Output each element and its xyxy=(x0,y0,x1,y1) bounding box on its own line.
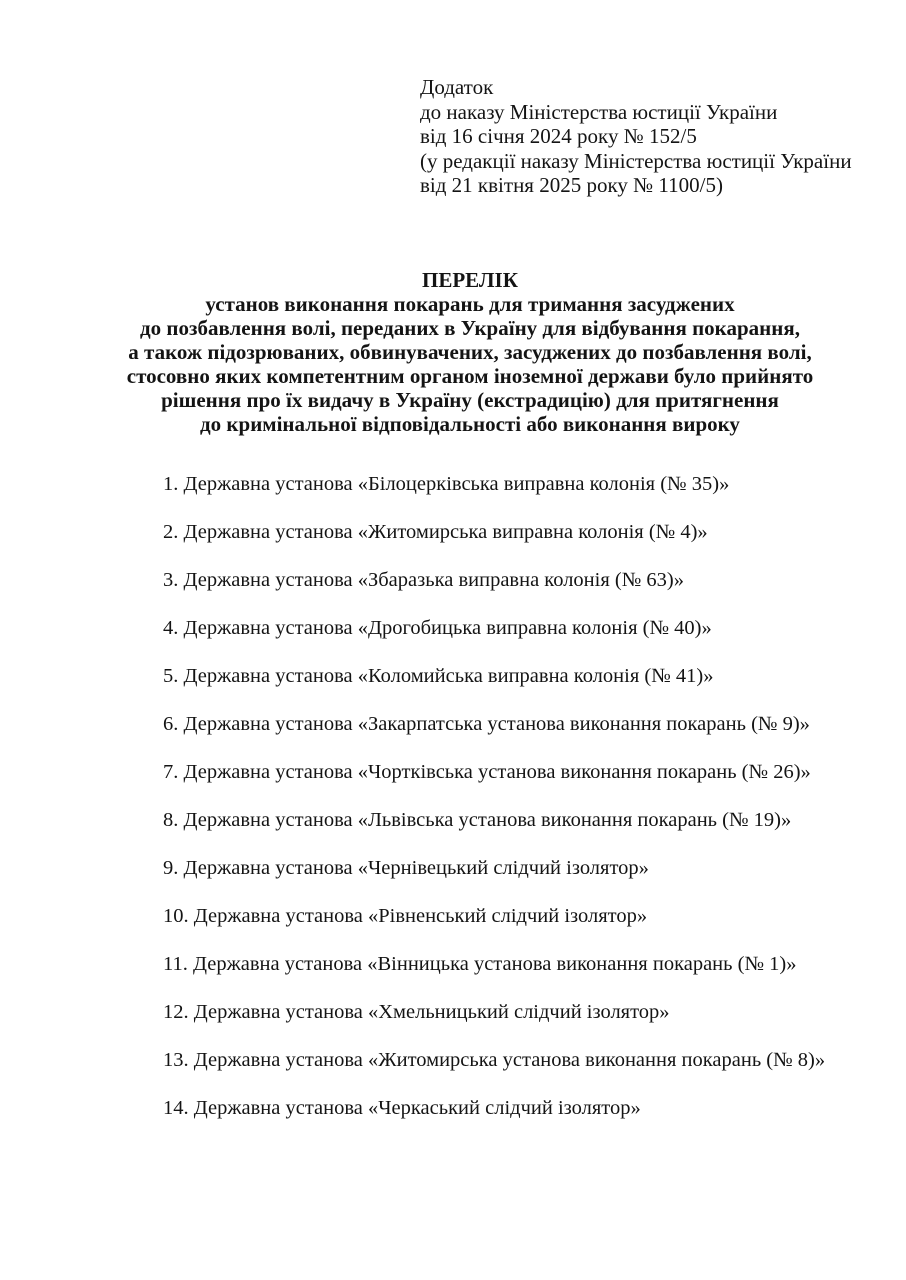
document-title-line: рішення про їх видачу в Україну (екстрадицію) для притягнення xyxy=(161,388,779,412)
institution-number: 5. xyxy=(163,665,179,687)
institution-number: 12. xyxy=(163,1001,189,1023)
institution-list-item xyxy=(163,520,893,544)
annex-header-line: до наказу Міністерства юстиції України xyxy=(420,99,778,124)
institution-list-item xyxy=(163,1048,893,1072)
institution-list-item xyxy=(163,760,893,784)
document-title-line: до кримінальної відповідальності або виконання вироку xyxy=(200,412,740,436)
institution-number: 6. xyxy=(163,713,179,735)
document-title-line: до позбавлення волі, переданих в Україну для відбування покарання, xyxy=(140,316,800,340)
document-title xyxy=(60,268,880,436)
annex-header xyxy=(420,75,906,198)
institution-list-item xyxy=(163,712,893,736)
institution-name: Державна установа «Збаразька виправна колонія (№ 63)» xyxy=(183,569,684,591)
institution-number: 14. xyxy=(163,1097,189,1119)
institution-name: Державна установа «Рівненський слідчий ізолятор» xyxy=(193,905,648,927)
institution-list-item xyxy=(163,664,893,688)
institution-number: 2. xyxy=(163,521,179,543)
institution-name: Державна установа «Житомирська установа виконання покарань (№ 8)» xyxy=(193,1049,826,1071)
institution-name: Державна установа «Львівська установа виконання покарань (№ 19)» xyxy=(183,809,792,831)
institution-number: 4. xyxy=(163,617,179,639)
institution-name: Державна установа «Вінницька установа виконання покарань (№ 1)» xyxy=(193,953,797,975)
institution-name: Державна установа «Житомирська виправна колонія (№ 4)» xyxy=(183,521,708,543)
institution-name: Державна установа «Коломийська виправна колонія (№ 41)» xyxy=(183,665,714,687)
institution-number: 8. xyxy=(163,809,179,831)
annex-header-line: (у редакції наказу Міністерства юстиції України xyxy=(420,148,852,173)
institution-name: Державна установа «Черкаський слідчий ізолятор» xyxy=(193,1097,641,1119)
institution-list-item xyxy=(163,1096,893,1120)
institution-number: 9. xyxy=(163,857,179,879)
institution-number: 10. xyxy=(163,905,189,927)
institution-list-item xyxy=(163,1000,893,1024)
institution-list-item xyxy=(163,808,893,832)
document-title-line: стосовно яких компетентним органом іноземної держави було прийнято xyxy=(126,364,814,388)
institution-name: Державна установа «Чортківська установа виконання покарань (№ 26)» xyxy=(183,761,811,783)
institution-list-item xyxy=(163,472,893,496)
institution-name: Державна установа «Білоцерківська виправна колонія (№ 35)» xyxy=(183,473,730,495)
institution-list-item xyxy=(163,856,893,880)
document-title-line: ПЕРЕЛІК xyxy=(422,268,518,292)
institution-list xyxy=(163,472,893,1144)
annex-header-line: від 21 квітня 2025 року № 1100/5) xyxy=(420,173,723,197)
institution-number: 13. xyxy=(163,1049,189,1071)
institution-name: Державна установа «Дрогобицька виправна колонія (№ 40)» xyxy=(183,617,712,639)
institution-name: Державна установа «Закарпатська установа виконання покарань (№ 9)» xyxy=(183,713,810,735)
institution-list-item xyxy=(163,904,893,928)
institution-name: Державна установа «Чернівецький слідчий ізолятор» xyxy=(183,857,649,879)
institution-number: 7. xyxy=(163,761,179,783)
annex-header-line: від 16 січня 2024 року № 152/5 xyxy=(420,124,697,148)
institution-number: 11. xyxy=(163,953,188,975)
institution-list-item xyxy=(163,952,893,976)
institution-list-item xyxy=(163,568,893,592)
document-title-line: а також підозрюваних, обвинувачених, засуджених до позбавлення волі, xyxy=(128,340,812,364)
institution-number: 1. xyxy=(163,473,179,495)
document-title-line: установ виконання покарань для тримання засуджених xyxy=(205,292,735,316)
annex-header-line: Додаток xyxy=(420,75,494,99)
institution-name: Державна установа «Хмельницький слідчий ізолятор» xyxy=(193,1001,670,1023)
institution-list-item xyxy=(163,616,893,640)
institution-number: 3. xyxy=(163,569,179,591)
